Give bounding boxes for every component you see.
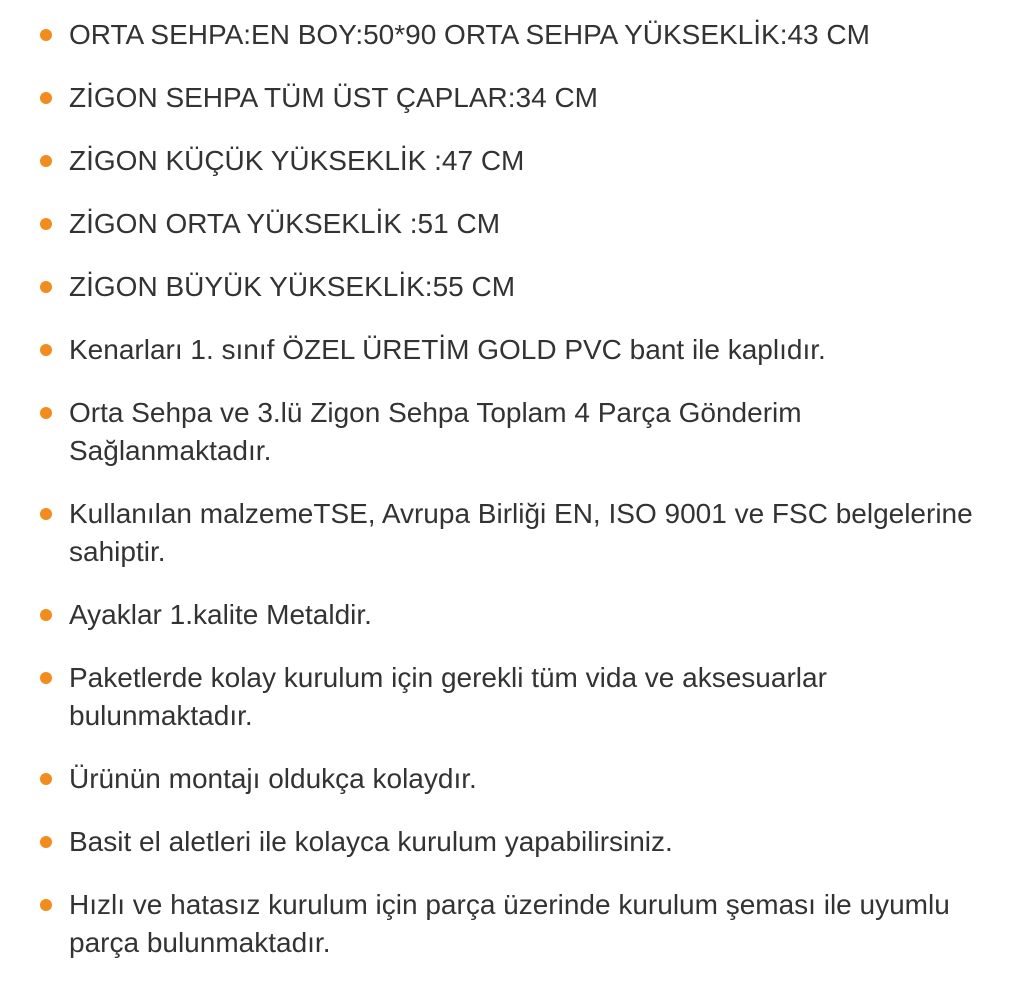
feature-text: ZİGON KÜÇÜK YÜKSEKLİK :47 CM <box>69 145 525 176</box>
feature-item <box>0 205 1024 243</box>
bullet-dot-icon <box>40 344 52 356</box>
feature-item <box>0 495 1024 571</box>
feature-text: Kenarları 1. sınıf ÖZEL ÜRETİM GOLD PVC bant ile kaplıdır. <box>69 334 826 365</box>
bullet-dot-icon <box>40 281 52 293</box>
bullet-dot-icon <box>40 92 52 104</box>
bullet-dot-icon <box>40 899 52 911</box>
feature-text: Paketlerde kolay kurulum için gerekli tüm vida ve aksesuarlar bulunmaktadır. <box>69 662 827 731</box>
feature-item <box>0 142 1024 180</box>
bullet-dot-icon <box>40 155 52 167</box>
feature-item <box>0 659 1024 735</box>
feature-item <box>0 823 1024 861</box>
feature-item <box>0 394 1024 470</box>
feature-text: Ürünün montajı oldukça kolaydır. <box>69 763 477 794</box>
feature-item <box>0 596 1024 634</box>
bullet-dot-icon <box>40 773 52 785</box>
bullet-dot-icon <box>40 508 52 520</box>
feature-text: Kullanılan malzemeTSE, Avrupa Birliği EN, ISO 9001 ve FSC belgelerine sahiptir. <box>69 498 973 567</box>
feature-text: ZİGON BÜYÜK YÜKSEKLİK:55 CM <box>69 271 516 302</box>
feature-text: ORTA SEHPA:EN BOY:50*90 ORTA SEHPA YÜKSEKLİK:43 CM <box>69 19 870 50</box>
feature-text: Ayaklar 1.kalite Metaldir. <box>69 599 372 630</box>
feature-text: Hızlı ve hatasız kurulum için parça üzerinde kurulum şeması ile uyumlu parça bulunmaktadır. <box>69 889 950 958</box>
feature-item <box>0 268 1024 306</box>
feature-item <box>0 16 1024 54</box>
feature-text: Orta Sehpa ve 3.lü Zigon Sehpa Toplam 4 Parça Gönderim Sağlanmaktadır. <box>69 397 802 466</box>
feature-item <box>0 760 1024 798</box>
bullet-dot-icon <box>40 836 52 848</box>
feature-item <box>0 886 1024 962</box>
feature-item <box>0 331 1024 369</box>
feature-text: ZİGON SEHPA TÜM ÜST ÇAPLAR:34 CM <box>69 82 599 113</box>
bullet-dot-icon <box>40 29 52 41</box>
bullet-dot-icon <box>40 218 52 230</box>
bullet-dot-icon <box>40 672 52 684</box>
bullet-dot-icon <box>40 407 52 419</box>
product-features-list <box>0 16 1024 987</box>
feature-item <box>0 79 1024 117</box>
feature-text: Basit el aletleri ile kolayca kurulum yapabilirsiniz. <box>69 826 673 857</box>
feature-text: ZİGON ORTA YÜKSEKLİK :51 CM <box>69 208 501 239</box>
bullet-dot-icon <box>40 609 52 621</box>
